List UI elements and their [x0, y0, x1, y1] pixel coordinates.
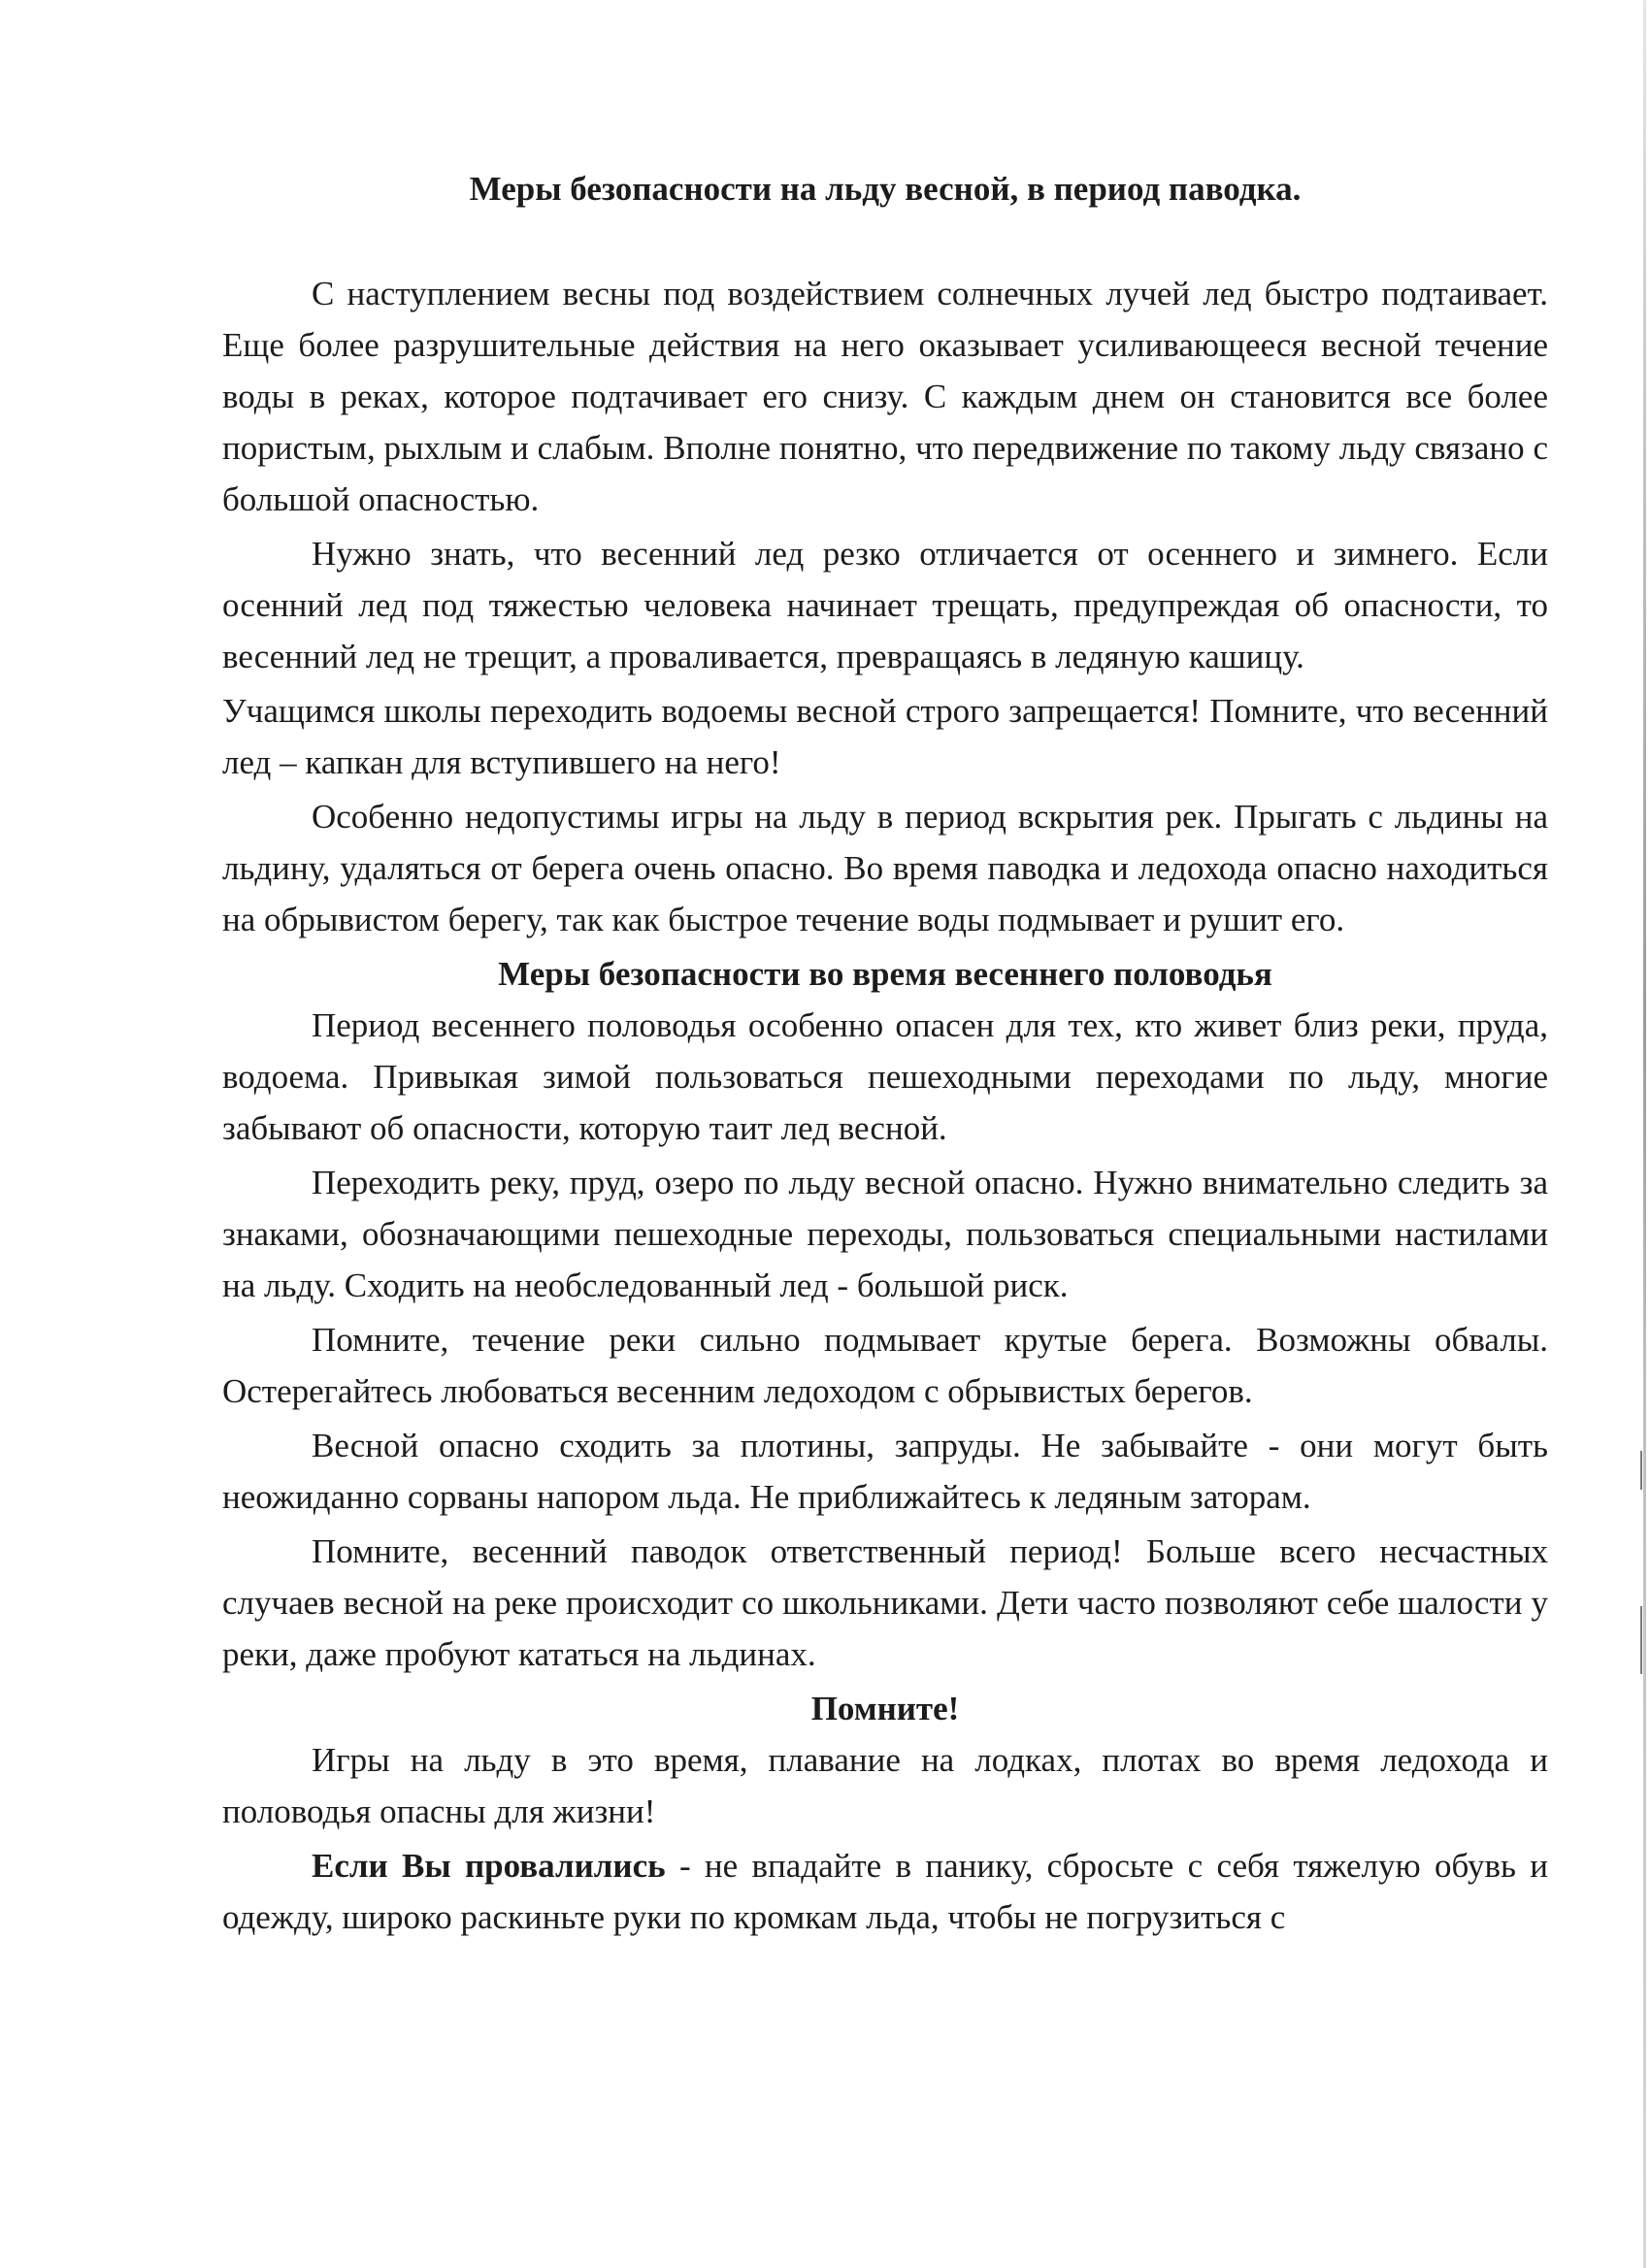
- paragraph: Особенно недопустимы игры на льду в период вскрытия рек. Прыгать с льдины на льдину, удаляться от берега очень опасно. Во время паводка и ледохода опасно находиться на обрывистом берегу, так как быстрое течение воды подмывает и рушит его.: [222, 798, 1548, 938]
- paragraph: Переходить реку, пруд, озеро по льду весной опасно. Нужно внимательно следить за знаками, обозначающими пешеходные переходы, пользоваться специальными настилами на льду. Сходить на необследованный лед - большой риск.: [222, 1164, 1548, 1304]
- remember-heading: Помните!: [810, 1690, 960, 1727]
- paragraph: Помните, весенний паводок ответственный период! Больше всего несчастных случаев весной на реке происходит со школьниками. Дети часто позволяют себе шалости у реки, даже пробуют кататься на льдинах.: [222, 1532, 1548, 1673]
- paragraph: С наступлением весны под воздействием солнечных лучей лед быстро подтаивает. Еще более разрушительные действия на него оказывает усиливающееся весной течение воды в реках, которое подтачивает его снизу. С каждым днем он становится все более пористым, рыхлым и слабым. Вполне понятно, что передвижение по такому льду связано с большой опасностью.: [222, 275, 1548, 518]
- paragraph: Помните, течение реки сильно подмывает крутые берега. Возможны обвалы. Остерегайтесь любоваться весенним ледоходом с обрывистых берегов.: [222, 1321, 1548, 1410]
- final-bold-lead: Если Вы провалились: [312, 1847, 666, 1885]
- final-paragraph: [222, 1840, 1548, 1943]
- document-body: [222, 163, 1548, 1946]
- paragraph: Нужно знать, что весенний лед резко отличается от осеннего и зимнего. Если осенний лед под тяжестью человека начинает трещать, предупреждая об опасности, то весенний лед не трещит, а проваливается, превращаясь в ледяную кашицу.: [222, 535, 1548, 675]
- scan-edge: [1643, 0, 1646, 2268]
- paragraph: Период весеннего половодья особенно опасен для тех, кто живет близ реки, пруда, водоема. Привыкая зимой пользоваться пешеходными переходами по льду, многие забывают об опасности, которую таит лед весной.: [222, 1006, 1548, 1147]
- paragraph: Игры на льду в это время, плавание на лодках, плотах во время ледохода и половодья опасны для жизни!: [222, 1741, 1548, 1830]
- scan-mark: [1640, 1606, 1642, 1674]
- paragraph: Весной опасно сходить за плотины, запруды. Не забывайте - они могут быть неожиданно сорваны напором льда. Не приближайтесь к ледяным заторам.: [222, 1427, 1548, 1516]
- scan-mark: [1640, 1451, 1642, 1490]
- document-title: Меры безопасности на льду весной, в период паводка.: [469, 170, 1302, 208]
- paragraph: Учащимся школы переходить водоемы весной строго запрещается! Помните, что весенний лед – капкан для вступившего на него!: [222, 692, 1548, 781]
- final-paragraph-text: - не впадайте в панику, сбросьте с себя тяжелую обувь и одежду, широко раскиньте руки по кромкам льда, чтобы не погрузиться с: [222, 1847, 1548, 1936]
- section-heading: Меры безопасности во время весеннего половодья: [498, 955, 1272, 993]
